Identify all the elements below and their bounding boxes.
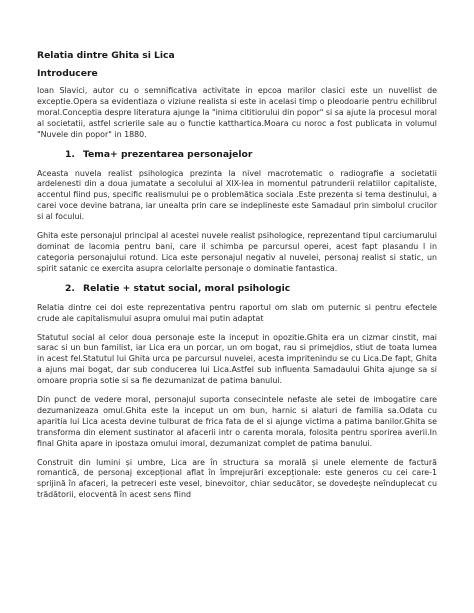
- intro-heading: Introducere: [37, 68, 98, 79]
- section-number: 2.: [65, 282, 75, 294]
- section-heading-1: [65, 149, 437, 161]
- section-heading-text: Relatie + statut social, moral psihologic: [83, 282, 291, 294]
- section-1-paragraph-1: Aceasta nuvela realist psihologica prezinta la nivel macrotematic o radiografie a societatii ardelenesti din a doua jumatate a secolului al XIX-lea in momentul patrunderii relatiilor capitaliste, accentul fiind pus, specific realismului pe o problemătica sociala .Este prezenta si tema destinului, a carei voce devine batrana, iar unealta prin care se indeplineste este Samadaul prin simbolul crucilor si al focului.: [37, 168, 437, 222]
- section-heading-text: Tema+ prezentarea personajelor: [83, 148, 253, 160]
- section-2-paragraph-4: Construit din lumini și umbre, Lica are în structura sa morală și unele elemente de factură romantică, de personaj excepțional aflat în împrejurări excepționale: este generos cu cei care-1 sprijină în afaceri, la petreceri este vesel, binevoitor, chiar seducător, se dovedește neînduplecat cu trădătorii, elocventă în acest sens fiind: [37, 457, 437, 500]
- section-2-paragraph-1: Relatia dintre cei doi este reprezentativa pentru raportul om slab om puternic si pentru efectele crude ale capitalismului asupra omului mai putin adaptat: [37, 302, 437, 323]
- section-number: 1.: [65, 148, 75, 160]
- document-title: Relatia dintre Ghita si Lica: [37, 50, 175, 61]
- section-1-paragraph-2: Ghita este personajul principal al acestei nuvele realist psihologice, reprezentand tipul carciumarului dominat de lacomia pentru bani, care il schimba pe parcursul operei, acest fapt plasandu l in categoria personajului rotund. Lica este personajul negativ al nuvelei, personaj realist si static, un spirit satanic ce exercita asupra celorlalte personaje o dominatie fantastica.: [37, 231, 437, 273]
- section-2-paragraph-3: Din punct de vedere moral, personajul suporta consecintele nefaste ale setei de imbogatire care dezumanizeaza omul.Ghita este la inceput un om bun, harnic si alaturi de familia sa.Odata cu aparitia lui Lica acesta devine tulburat de frica fata de el si ajunge victima a patima banilor.Ghita se transforma din element sustinator al afacerii intr o carenta morala, folosita pentru sporirea averii.In final Ghita apare in ipostaza omului imoral, dezumanizat complet de patima banului.: [37, 395, 437, 448]
- intro-paragraph: Ioan Slavici, autor cu o semnificativa activitate in epcoa marilor clasici este un nuvellist de exceptie.Opera sa evidentiaza o viziune realista si este in acelasi timp o pleodoarie pentru echilibrul moral.Conceptia despre literatura ajunge la "inima cititiorului din popor" si sa ajute la procesul moral al societatii, astfel scrierile sale au o functie katthartica.Moara cu noroc a fost publicata in volumul "Nuvele din popor" in 1880.: [37, 86, 437, 139]
- section-2-paragraph-2: Statutul social al celor doua personaje este la inceput in opozitie.Ghita era un cizmar cinstit, mai sarac si un bun familist, iar Lica era un porcar, un om bogat, rau si primejdios, stiut de toata lumea in acest fel.Statutul lui Ghita urca pe parcursul nuvelei, acesta impritenindu se cu Lica.De fapt, Ghita a ajuns mai bogat, dar sub conducerea lui Lica.Astfel sub influenta Samadaului Ghita ajunge sa si omoare propria sotie si sa fie dezumanizat de patima banului.: [37, 332, 437, 386]
- section-heading-2: [65, 283, 437, 295]
